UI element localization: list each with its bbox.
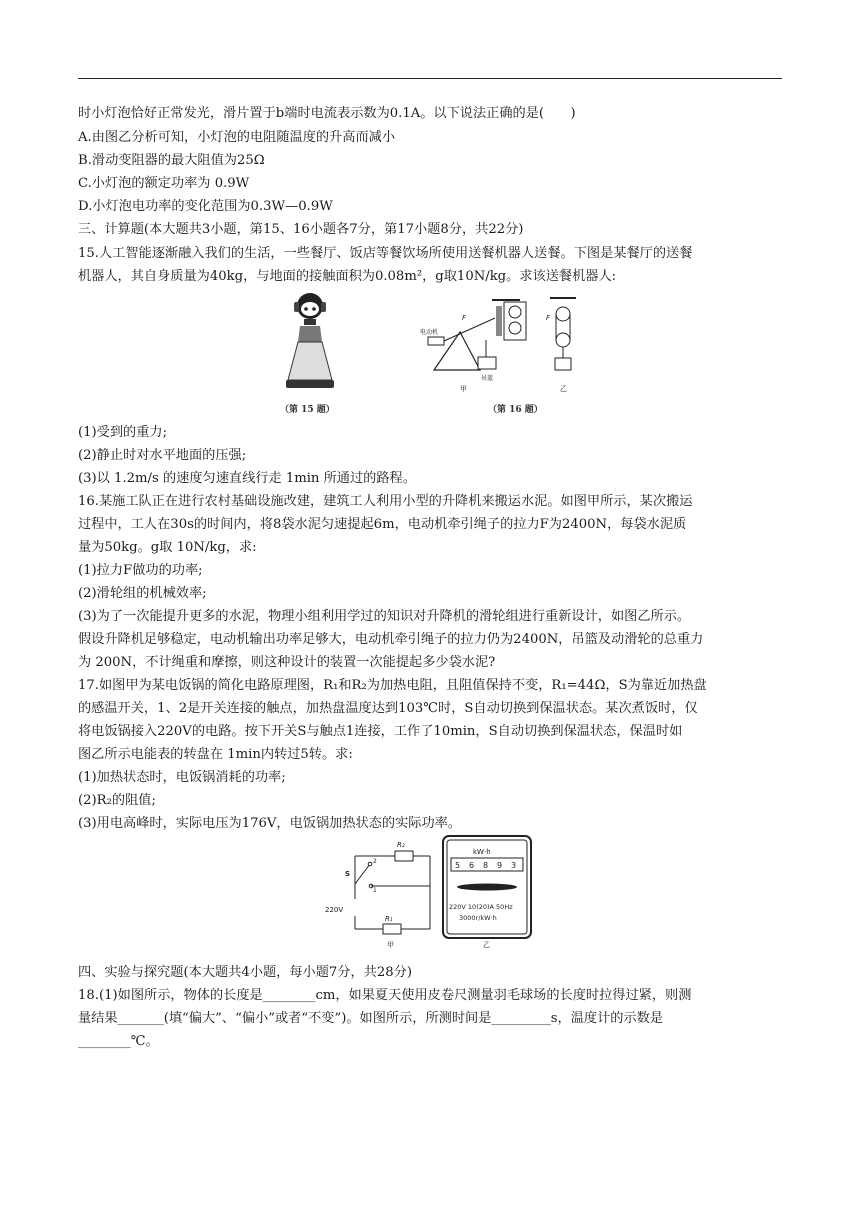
q16-line-1: 16.某施工队正在进行农村基础设施改建，建筑工人利用小型的升降机来搬运水泥。如图甲所示，某次搬运 (78, 494, 693, 509)
fig16-yi: 乙 (560, 385, 567, 392)
q16-sub-3-line-1: (3)为了一次能提升更多的水泥，物理小组利用学过的知识对升降机的滑轮组进行重新设计，如图乙所示。 (78, 609, 691, 624)
basket-label: 吊篮 (481, 375, 494, 382)
hoist-figure (420, 292, 580, 396)
robot-figure (280, 292, 340, 396)
fig16-jia: 甲 (460, 385, 467, 392)
option-c: C.小灯泡的额定功率为 0.9W (78, 176, 250, 191)
q16-sub-3-line-3: 为 200N，不计绳重和摩擦，则这种设计的装置一次能提起多少袋水泥? (78, 655, 496, 670)
q16-sub-2: (2)滑轮组的机械效率; (78, 586, 207, 601)
meter-unit: kW·h (473, 848, 491, 856)
q16-line-3: 量为50kg。g取 10N/kg，求: (78, 540, 257, 555)
q18-line-2: 量结果_______(填“偏大”、“偏小”或者“不变”)。如图所示，所测时间是_________s，温度计的示数是 (78, 1011, 664, 1026)
fig17-yi: 乙 (483, 941, 490, 949)
r1-label: R₁ (385, 915, 393, 923)
q18-line-1: 18.(1)如图所示，物体的长度是________cm，如果夏天使用皮卷尺测量羽毛球场的长度时拉得过紧，则测 (78, 988, 692, 1003)
meter-spec: 220V 10(20)A 50Hz (449, 903, 513, 911)
meter-digit-1: 5 (455, 861, 461, 870)
q17-sub-2: (2)R₂的阻值; (78, 793, 156, 808)
q16-sub-1: (1)拉力F做功的功率; (78, 563, 203, 578)
q17-line-2: 的感温开关，1、2是开关连接的触点，加热盘温度达到103℃时，S自动切换到保温状态。某次煮饭时，仅 (78, 701, 698, 716)
meter-rate: 3000r/kW·h (459, 914, 497, 922)
q17-sub-1: (1)加热状态时，电饭锅消耗的功率; (78, 770, 286, 785)
q17-line-4: 图乙所示电能表的转盘在 1min内转过5转。求: (78, 747, 353, 762)
header-rule (78, 78, 782, 79)
svg-text:F: F (546, 314, 551, 322)
text-line-1: 时小灯泡恰好正常发光，滑片置于b端时电流表示数为0.1A。以下说法正确的是( ) (78, 106, 576, 121)
q15-sub-2: (2)静止时对水平地面的压强; (78, 448, 247, 463)
fig17-jia: 甲 (387, 941, 394, 949)
switch-label: S (345, 870, 351, 878)
contact-2-label: 2 (373, 858, 377, 865)
q15-line-1: 15.人工智能逐渐融入我们的生活，一些餐厅、饭店等餐饮场所使用送餐机器人送餐。下图是某餐厅的送餐 (78, 246, 693, 261)
fig15-caption: （第 15 题） (280, 405, 335, 415)
q17-line-3: 将电饭锅接入220V的电路。按下开关S与触点1连接，工作了10min，S自动切换到保温状态，保温时如 (78, 724, 683, 739)
contact-1-label: 1 (373, 887, 377, 894)
q16-line-2: 过程中，工人在30s的时间内，将8袋水泥匀速提起6m，电动机牵引绳子的拉力F为2400N，每袋水泥质 (78, 517, 687, 532)
option-b: B.滑动变阻器的最大阻值为25Ω (78, 153, 265, 168)
q15-sub-3: (3)以 1.2m/s 的速度匀速直线行走 1min 所通过的路程。 (78, 471, 416, 486)
q16-sub-3-line-2: 假设升降机足够稳定，电动机输出功率足够大，电动机牵引绳子的拉力仍为2400N，吊篮及动滑轮的总重力 (78, 632, 704, 647)
q17-line-1: 17.如图甲为某电饭锅的简化电路原理图，R₁和R₂为加热电阻，且阻值保持不变，R₁=44Ω，S为靠近加热盘 (78, 678, 707, 693)
meter-digit-2: 6 (469, 861, 475, 870)
voltage-label: 220V (325, 906, 344, 914)
fig16-caption: （第 16 题） (488, 405, 543, 415)
option-a: A.由图乙分析可知，小灯泡的电阻随温度的升高而减小 (78, 130, 396, 145)
motor-label: 电动机 (420, 329, 439, 336)
section-4-heading: 四、实验与探究题(本大题共4小题，每小题7分，共28分) (78, 965, 412, 980)
q15-line-2: 机器人，其自身质量为40kg，与地面的接触面积为0.08m²，g取10N/kg。求该送餐机器人: (78, 269, 617, 284)
circuit-and-meter-figure (325, 834, 535, 956)
option-d: D.小灯泡电功率的变化范围为0.3W—0.9W (78, 199, 333, 214)
q15-sub-1: (1)受到的重力; (78, 425, 168, 440)
q18-line-3: ________℃。 (78, 1034, 159, 1049)
meter-digit-5: 3 (511, 861, 517, 870)
meter-digit-3: 8 (483, 861, 489, 870)
section-3-heading: 三、计算题(本大题共3小题，第15、16小题各7分，第17小题8分，共22分) (78, 222, 524, 237)
force-label: F (462, 314, 467, 322)
q17-sub-3: (3)用电高峰时，实际电压为176V，电饭锅加热状态的实际功率。 (78, 816, 462, 831)
meter-digit-4: 9 (497, 861, 503, 870)
r2-label: R₂ (397, 841, 405, 849)
